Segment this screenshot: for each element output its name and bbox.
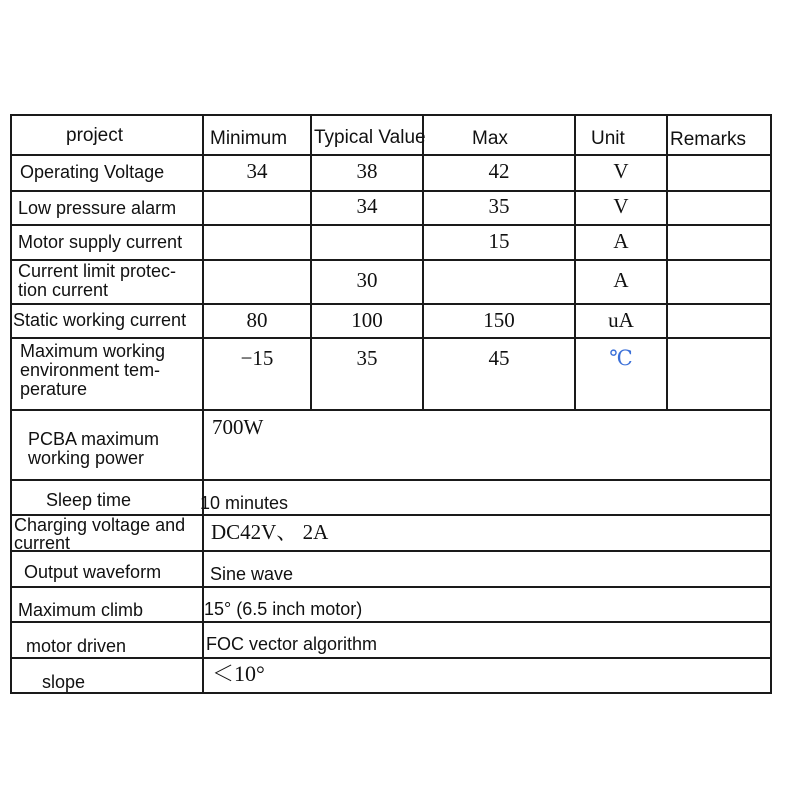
- spec-label-line: working power: [28, 448, 145, 468]
- grid-line: [12, 657, 770, 659]
- cell-min: 80: [246, 308, 268, 332]
- cell-max: 42: [488, 159, 510, 183]
- spec-value: 15° (6.5 inch motor): [204, 599, 363, 619]
- grid-line: [12, 224, 770, 226]
- spec-value: 10 minutes: [200, 493, 289, 513]
- cell-unit: uA: [608, 308, 634, 332]
- cell-unit: ℃: [609, 346, 633, 370]
- grid-line: [12, 154, 770, 156]
- spec-label: motor driven: [26, 636, 127, 656]
- header-typical: Typical Value: [314, 127, 426, 148]
- grid-line: [12, 190, 770, 192]
- spec-value: 700W: [212, 415, 264, 439]
- spec-label: slope: [42, 672, 86, 692]
- cell-max: 35: [488, 194, 510, 218]
- header-unit: Unit: [591, 128, 625, 149]
- grid-line: [12, 550, 770, 552]
- cell-unit: V: [613, 194, 629, 218]
- grid-line: [12, 303, 770, 305]
- cell-typ: 100: [351, 308, 383, 332]
- row-label-line: perature: [20, 379, 88, 399]
- cell-min: 34: [246, 159, 268, 183]
- cell-max: 15: [488, 229, 510, 253]
- row-label-line: environment tem-: [20, 360, 161, 380]
- header-project: project: [66, 125, 124, 146]
- spec-label-line: Charging voltage and: [14, 515, 186, 535]
- header-minimum: Minimum: [210, 128, 288, 149]
- row-label-line: Maximum working: [20, 341, 166, 361]
- grid-line: [12, 479, 770, 481]
- header-max: Max: [472, 128, 508, 149]
- spec-label: Sleep time: [46, 490, 132, 510]
- row-label: Static working current: [13, 310, 187, 330]
- grid-line: [12, 337, 770, 339]
- grid-line: [12, 586, 770, 588]
- spec-value: ＜10°: [212, 661, 265, 686]
- cell-typ: 35: [356, 346, 378, 370]
- cell-typ: 30: [356, 268, 378, 292]
- header-remarks: Remarks: [670, 129, 747, 150]
- cell-typ: 34: [356, 194, 378, 218]
- row-label: Low pressure alarm: [18, 198, 177, 218]
- grid-line: [666, 116, 668, 409]
- spec-value: DC42V、 2A: [211, 520, 329, 544]
- grid-line: [12, 409, 770, 411]
- cell-unit: V: [613, 159, 629, 183]
- spec-label: Output waveform: [24, 562, 162, 582]
- cell-typ: 38: [356, 159, 378, 183]
- spec-label: Maximum climb: [18, 600, 144, 620]
- spec-value: FOC vector algorithm: [206, 634, 378, 654]
- row-label: Motor supply current: [18, 232, 183, 252]
- cell-max: 45: [488, 346, 510, 370]
- cell-unit: A: [613, 229, 629, 253]
- row-label-line: Current limit protec-: [18, 261, 177, 281]
- cell-min: −15: [240, 346, 274, 370]
- spec-table: [10, 114, 772, 694]
- row-label: Operating Voltage: [20, 162, 165, 182]
- spec-label-line: current: [14, 533, 71, 553]
- spec-label-line: PCBA maximum: [28, 429, 160, 449]
- cell-max: 150: [483, 308, 515, 332]
- grid-line: [12, 621, 770, 623]
- cell-unit: A: [613, 268, 629, 292]
- row-label-line: tion current: [18, 280, 109, 300]
- spec-value: Sine wave: [210, 564, 294, 584]
